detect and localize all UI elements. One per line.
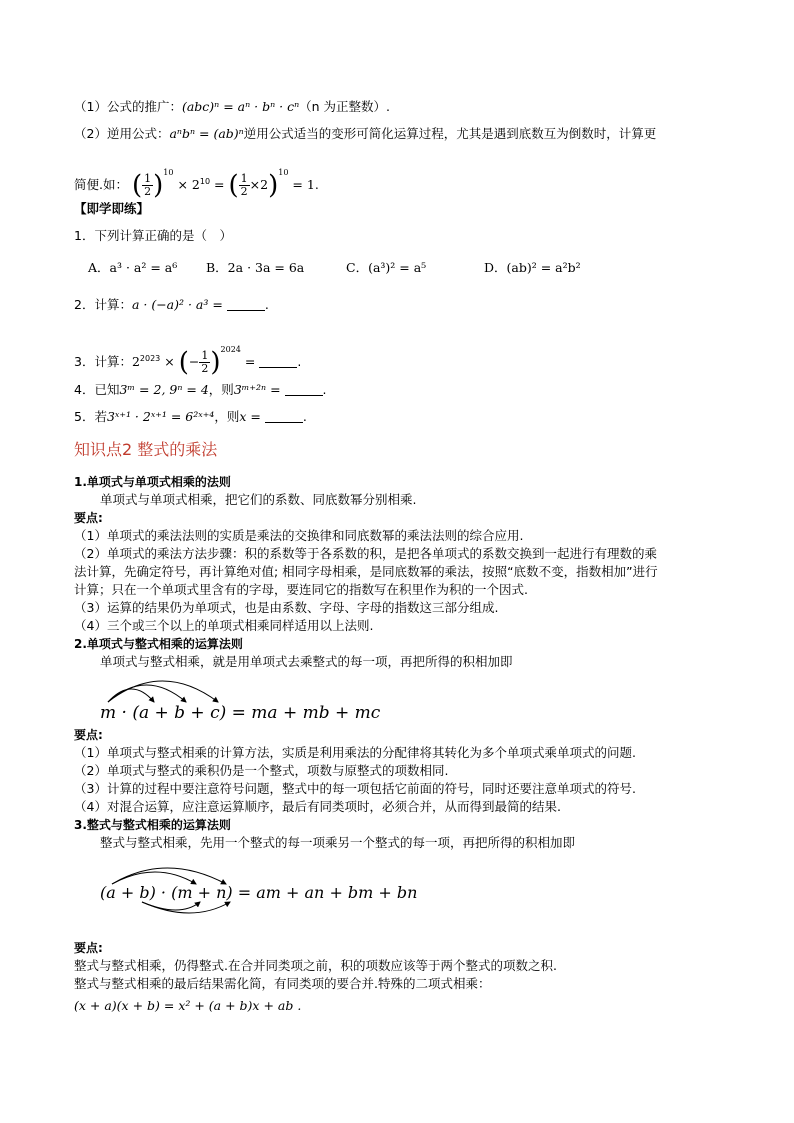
s2-title: 2.单项式与整式相乘的运算法则 bbox=[74, 637, 243, 651]
option-a: A．a³ · a² = a⁶ bbox=[88, 260, 178, 275]
answer-blank[interactable] bbox=[259, 355, 297, 368]
question-4: 4．已知3ᵐ = 2, 9ⁿ = 4，则3ᵐ⁺²ⁿ = . bbox=[74, 382, 327, 397]
key-points-label: 要点: bbox=[74, 728, 103, 742]
arrow-arc bbox=[112, 868, 226, 884]
s2-point: （2）单项式与整式的乘积仍是一个整式，项数与原整式的项数相同. bbox=[74, 763, 449, 778]
s3-point: 整式与整式相乘，仍得整式.在合并同类项之前，积的项数应该等于两个整式的项数之积. bbox=[74, 958, 557, 973]
item2-cont: 简便.如： bbox=[74, 177, 128, 192]
inverse-example-line: 简便.如： ( $\frac{1}{2}$ )$^{10} \times 2^{10}$ = ( $\frac{1}{2}$ ×2)$^{10}$ = 1. bbox=[74, 168, 319, 201]
s2-point: （4）对混合运算，应注意运算顺序，最后有同类项时，必须合并，从而得到最简的结果. bbox=[74, 799, 561, 814]
arrow-arc bbox=[108, 689, 154, 702]
answer-blank[interactable] bbox=[227, 298, 265, 311]
s1-title: 1.单项式与单项式相乘的法则 bbox=[74, 475, 231, 489]
arrow-arc bbox=[108, 681, 218, 702]
distribution-diagram-2 bbox=[96, 858, 426, 920]
option-c: C．(a³)² = a⁵ bbox=[346, 260, 427, 275]
item1-label: （1）公式的推广： bbox=[74, 99, 182, 114]
example-fraction: $\frac{1}{2}$ bbox=[144, 172, 152, 198]
question-1: 1．下列计算正确的是（ ） bbox=[74, 228, 232, 243]
s3-formula: (a + b) · (m + n) = am + an + bm + bn bbox=[100, 883, 418, 902]
s1-body: 单项式与单项式相乘，把它们的系数、同底数幂分别相乘. bbox=[100, 492, 417, 507]
option-b: B．2a · 3a = 6a bbox=[206, 260, 305, 275]
s2-point: （3）计算的过程中要注意符号问题，整式中的每一项包括它前面的符号，同时还要注意单项式的符号. bbox=[74, 781, 636, 796]
answer-blank[interactable] bbox=[265, 410, 303, 423]
s2-body: 单项式与整式相乘，就是用单项式去乘整式的每一项，再把所得的积相加即 bbox=[100, 654, 513, 669]
s1-point: （2）单项式的乘法方法步骤：积的系数等于各系数的积，是把各单项式的系数交换到一起进行有理数的乘 bbox=[74, 546, 657, 561]
question-3: 3．计算：$2^{2023}$ × (− $\frac{1}{2}$ )$^{2024}$ = . bbox=[74, 345, 302, 378]
s3-point: 整式与整式相乘的最后结果需化简，有同类项的要合并.特殊的二项式相乘： bbox=[74, 976, 491, 991]
s2-point: （1）单项式与整式相乘的计算方法，实质是利用乘法的分配律将其转化为多个单项式乘单项式的问题. bbox=[74, 745, 636, 760]
s3-body: 整式与整式相乘，先用一个整式的每一项乘另一个整式的每一项，再把所得的积相加即 bbox=[100, 835, 576, 850]
option-d: D．(ab)² = a²b² bbox=[484, 260, 581, 275]
item2-label: （2）逆用公式： bbox=[74, 126, 170, 141]
s3-title: 3.整式与整式相乘的运算法则 bbox=[74, 818, 231, 832]
question-2: 2．计算：a · (−a)² · a³ = . bbox=[74, 297, 269, 312]
q3-fraction: $\frac{1}{2}$ bbox=[201, 349, 209, 375]
item1-formula: (abc)ⁿ = aⁿ · bⁿ · cⁿ bbox=[181, 99, 300, 114]
q2-formula: a · (−a)² · a³ = bbox=[131, 297, 223, 312]
example-fraction-2: $\frac{1}{2}$ bbox=[240, 172, 248, 198]
item2-formula: aⁿbⁿ = (ab)ⁿ bbox=[169, 126, 244, 141]
s1-point: （4）三个或三个以上的单项式相乘同样适用以上法则. bbox=[74, 618, 374, 633]
s1-point: 法计算，先确定符号，再计算绝对值; 相同字母相乘，是同底数幂的乘法，按照“底数不变，指数相加”进行 bbox=[74, 564, 658, 579]
arrow-arc bbox=[142, 902, 230, 913]
inverse-formula-line bbox=[74, 125, 656, 143]
distribution-diagram-1 bbox=[96, 668, 396, 724]
section-title: 知识点2 整式的乘法 bbox=[74, 440, 218, 459]
s1-point: （1）单项式的乘法法则的实质是乘法的交换律和同底数幂的乘法法则的综合应用. bbox=[74, 528, 524, 543]
key-points-label: 要点: bbox=[74, 941, 103, 955]
s3-special-formula: (x + a)(x + b) = x² + (a + b)x + ab . bbox=[74, 998, 302, 1013]
s1-point: 计算；只在一个单项式里含有的字母，要连同它的指数写在积里作为积的一个因式. bbox=[74, 582, 528, 597]
s2-formula: m · (a + b + c) = ma + mb + mc bbox=[100, 703, 381, 723]
s1-point: （3）运算的结果仍为单项式，也是由系数、字母、字母的指数这三部分组成. bbox=[74, 600, 499, 615]
answer-blank[interactable] bbox=[285, 383, 323, 396]
formula-extension-line bbox=[74, 98, 390, 116]
practice-heading: 【即学即练】 bbox=[74, 201, 150, 216]
item2-text: 逆用公式适当的变形可简化运算过程，尤其是遇到底数互为倒数时，计算更 bbox=[243, 126, 657, 141]
question-5: 5．若3ˣ⁺¹ · 2ˣ⁺¹ = 6²ˣ⁺⁴，则x = . bbox=[74, 409, 307, 424]
key-points-label: 要点: bbox=[74, 511, 103, 525]
question-1-options bbox=[88, 259, 581, 277]
item1-note: （n 为正整数）. bbox=[299, 99, 391, 114]
